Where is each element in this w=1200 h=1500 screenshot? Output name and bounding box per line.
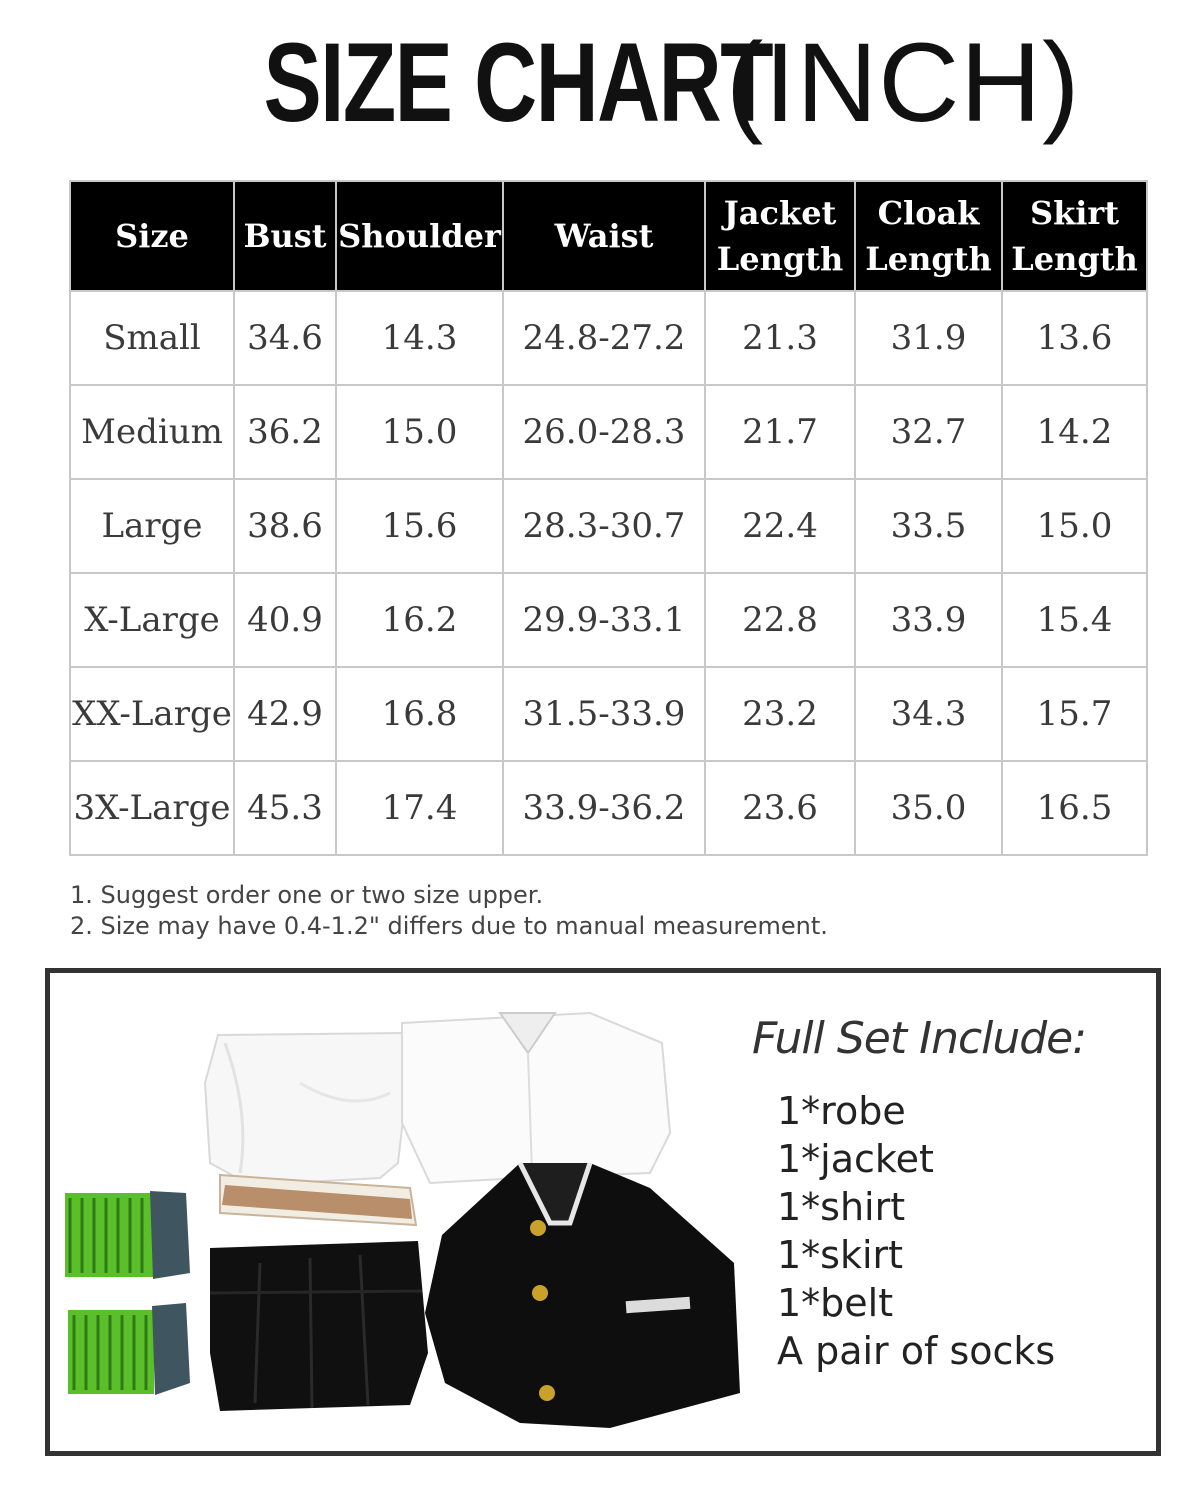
- jacket-image: [425, 1163, 740, 1428]
- table-cell: 31.9: [855, 291, 1002, 385]
- size-cell: 3X-Large: [70, 761, 234, 855]
- column-header-line: Size: [115, 217, 189, 255]
- table-cell: 33.9: [855, 573, 1002, 667]
- column-header-line: Cloak: [877, 194, 980, 232]
- column-header-line: Length: [865, 240, 992, 278]
- column-header: [70, 181, 234, 291]
- table-cell: 36.2: [234, 385, 336, 479]
- table-cell: 42.9: [234, 667, 336, 761]
- table-cell: 15.0: [336, 385, 503, 479]
- column-header: [503, 181, 705, 291]
- size-cell: X-Large: [70, 573, 234, 667]
- title-main: SIZE CHART: [263, 20, 772, 145]
- column-header: [705, 181, 855, 291]
- column-header-line: Length: [1011, 240, 1138, 278]
- table-cell: 16.2: [336, 573, 503, 667]
- size-cell: Small: [70, 291, 234, 385]
- table-cell: 14.3: [336, 291, 503, 385]
- size-cell: Large: [70, 479, 234, 573]
- table-cell: 29.9-33.1: [503, 573, 705, 667]
- full-set-list: [777, 1087, 1055, 1375]
- table-cell: 24.8-27.2: [503, 291, 705, 385]
- table-cell: 21.3: [705, 291, 855, 385]
- socks-image: [65, 1191, 190, 1395]
- table-cell: 23.6: [705, 761, 855, 855]
- full-set-panel: [45, 968, 1161, 1456]
- list-item: 1*skirt: [777, 1233, 904, 1277]
- table-cell: 15.4: [1002, 573, 1147, 667]
- column-header: [855, 181, 1002, 291]
- table-cell: 34.3: [855, 667, 1002, 761]
- costume-photo: [50, 973, 750, 1451]
- table-cell: 35.0: [855, 761, 1002, 855]
- column-header: [336, 181, 503, 291]
- list-item: 1*robe: [777, 1089, 906, 1133]
- table-cell: 28.3-30.7: [503, 479, 705, 573]
- table-cell: 23.2: [705, 667, 855, 761]
- full-set-title: Full Set Include:: [752, 1013, 1087, 1064]
- shirt-image: [402, 1013, 670, 1183]
- column-header-line: Length: [716, 240, 844, 278]
- table-cell: 40.9: [234, 573, 336, 667]
- column-header: [1002, 181, 1147, 291]
- table-cell: 32.7: [855, 385, 1002, 479]
- table-cell: 17.4: [336, 761, 503, 855]
- robe-image: [205, 1033, 406, 1185]
- list-item: 1*shirt: [777, 1185, 906, 1229]
- table-cell: 14.2: [1002, 385, 1147, 479]
- table-row: [70, 291, 1147, 385]
- column-header-line: Skirt: [1029, 194, 1120, 232]
- table-cell: 45.3: [234, 761, 336, 855]
- table-row: [70, 385, 1147, 479]
- table-row: [70, 761, 1147, 855]
- table-cell: 15.0: [1002, 479, 1147, 573]
- table-row: [70, 479, 1147, 573]
- table-cell: 15.6: [336, 479, 503, 573]
- table-cell: 22.8: [705, 573, 855, 667]
- skirt-image: [210, 1241, 428, 1411]
- table-row: [70, 573, 1147, 667]
- column-header-line: Jacket: [723, 194, 837, 232]
- table-row: [70, 667, 1147, 761]
- title-unit: (INCH): [726, 20, 1081, 145]
- table-cell: 34.6: [234, 291, 336, 385]
- table-cell: 15.7: [1002, 667, 1147, 761]
- page-title: [0, 18, 1200, 147]
- table-body: [70, 291, 1147, 855]
- table-header-row: [70, 181, 1147, 291]
- column-header-line: Bust: [243, 217, 327, 255]
- table-cell: 26.0-28.3: [503, 385, 705, 479]
- column-header: [234, 181, 336, 291]
- table-cell: 38.6: [234, 479, 336, 573]
- list-item: 1*belt: [777, 1281, 894, 1325]
- size-chart-table: [69, 180, 1148, 856]
- column-header-line: Shoulder: [338, 217, 501, 255]
- note-1: 1. Suggest order one or two size upper.: [70, 881, 544, 909]
- table-cell: 16.5: [1002, 761, 1147, 855]
- table-cell: 31.5-33.9: [503, 667, 705, 761]
- size-notes: [70, 880, 828, 942]
- list-item: A pair of socks: [777, 1329, 1056, 1373]
- size-cell: XX-Large: [70, 667, 234, 761]
- table-cell: 13.6: [1002, 291, 1147, 385]
- table-cell: 22.4: [705, 479, 855, 573]
- list-item: 1*jacket: [777, 1137, 934, 1181]
- belt-image: [220, 1175, 416, 1225]
- size-cell: Medium: [70, 385, 234, 479]
- table-cell: 16.8: [336, 667, 503, 761]
- table-cell: 33.5: [855, 479, 1002, 573]
- note-2: 2. Size may have 0.4-1.2" differs due to manual measurement.: [70, 912, 828, 940]
- table-cell: 21.7: [705, 385, 855, 479]
- table-cell: 33.9-36.2: [503, 761, 705, 855]
- column-header-line: Waist: [554, 217, 654, 255]
